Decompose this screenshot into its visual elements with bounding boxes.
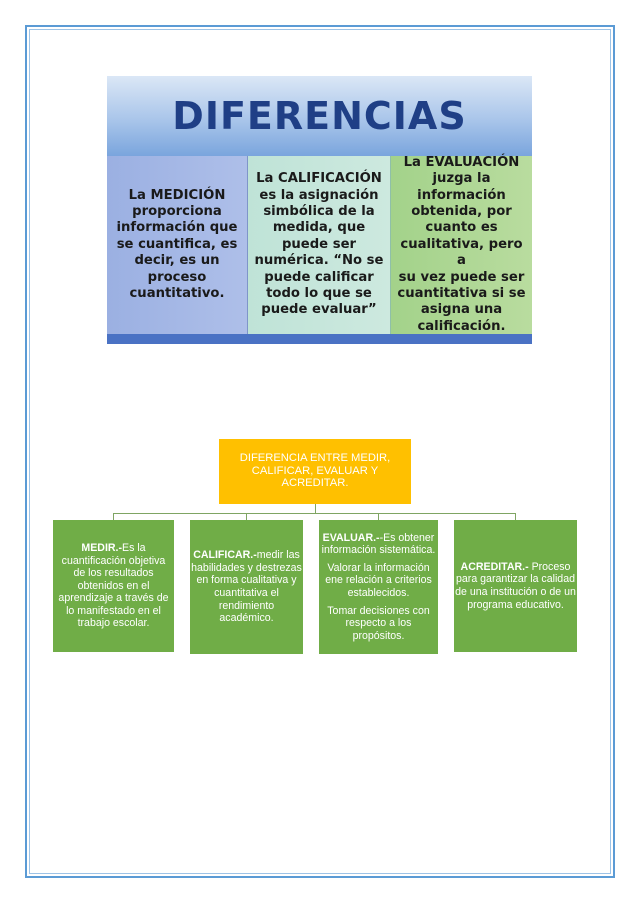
- evaluacion-text: La EVALUACIÓN juzga la información obtenida, por cuanto es cualitativa, pero a su vez puede ser cuantitativa si se asigna una calificación.: [397, 154, 526, 334]
- medir-text: Es la cuantificación objetiva de los resultados obtenidos en el aprendizaje a través de lo manifestado en el trabajo escolar.: [58, 541, 169, 630]
- medir-node: [53, 520, 174, 652]
- medicion-column: [107, 156, 248, 334]
- connector-medir: [113, 513, 114, 520]
- calificacion-text: La CALIFICACIÓN es la asignación simbólica de la medida, que puede ser numérica. “No se puede calificar todo lo que se puede evaluar”: [254, 171, 384, 318]
- evaluacion-column: [391, 156, 532, 334]
- evaluar-point-3: Tomar decisiones con respecto a los propósitos.: [327, 604, 430, 642]
- evaluar-node: [319, 520, 438, 654]
- connector-acreditar: [515, 513, 516, 520]
- root-label: DIFERENCIA ENTRE MEDIR, CALIFICAR, EVALUAR Y ACREDITAR.: [239, 452, 391, 489]
- calificar-node: [190, 520, 303, 654]
- connector-evaluar: [378, 513, 379, 520]
- connector-calificar: [246, 513, 247, 520]
- calificar-term: CALIFICAR.-: [193, 549, 257, 562]
- diferencias-infographic: [107, 76, 532, 344]
- medicion-text: La MEDICIÓN proporciona información que se cuantifica, es decir, es un proceso cuantitativo.: [116, 187, 238, 302]
- acreditar-term: ACREDITAR.-: [460, 560, 529, 573]
- acreditar-text: Proceso para garantizar la calidad de una institución o de un programa educativo.: [455, 560, 576, 611]
- infographic-header: [107, 76, 532, 156]
- root-node: [219, 439, 411, 504]
- evaluar-text: -Es obtener información sistemática.: [321, 531, 436, 557]
- calificacion-column: [248, 156, 391, 334]
- calificar-text: medir las habilidades y destrezas en forma cualitativa y cuantitativa el rendimiento académico.: [191, 549, 302, 625]
- infographic-title: DIFERENCIAS: [172, 94, 467, 138]
- connector-horizontal: [113, 513, 516, 514]
- connector-root-vertical: [315, 504, 316, 513]
- acreditar-node: [454, 520, 577, 652]
- infographic-footer-band: [107, 334, 532, 344]
- medir-term: MEDIR.-: [81, 541, 123, 554]
- evaluar-point-2: Valorar la información ene relación a criterios establecidos.: [325, 561, 432, 599]
- evaluar-term: EVALUAR.-: [322, 531, 380, 544]
